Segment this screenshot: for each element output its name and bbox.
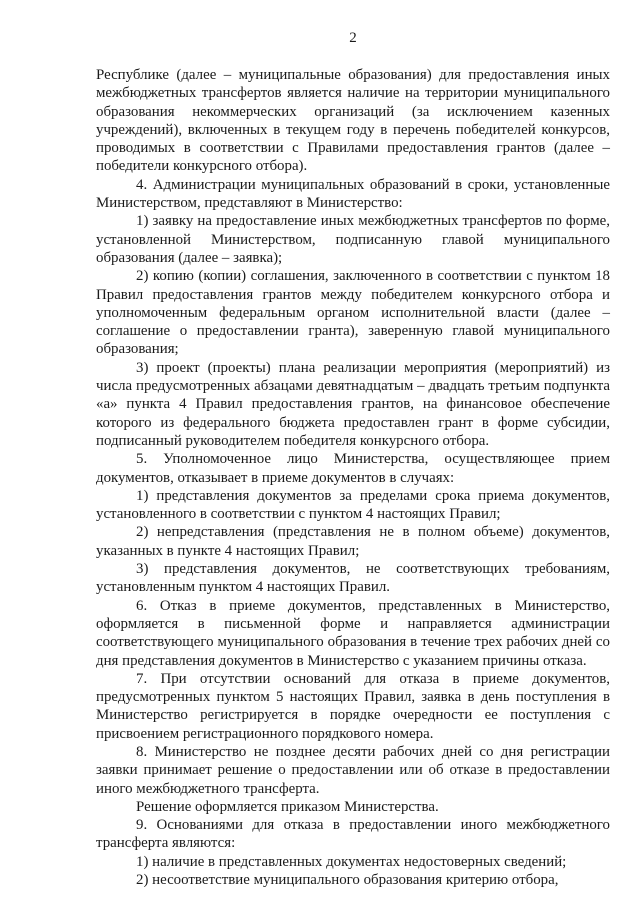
paragraph-item-9-1: 1) наличие в представленных документах недостоверных сведений;: [136, 853, 567, 870]
paragraph-item-5: 5. Уполномоченное лицо Министерства, осуществляющее прием документов, отказывает в приеме документов в случаях:: [96, 451, 610, 486]
paragraph-item-4-2: 2) копию (копии) соглашения, заключенного в соответствии с пунктом 18 Правил предоставления грантов между победителем конкурсного отбора и уполномоченным федеральным органом исполнительной власти (далее – соглашение о предоставлении гранта), заверенную главой муниципального образования;: [96, 268, 610, 358]
paragraph-item-6: 6. Отказ в приеме документов, представленных в Министерство, оформляется в письменной форме и направляется администрации соответствующего муниципального образования в течение трех рабочих дней со дня представления документов в Министерство с указанием причины отказа.: [96, 597, 610, 669]
paragraph-item-5-3: 3) представления документов, не соответствующих требованиям, установленным пунктом 4 настоящих Правил.: [96, 561, 610, 596]
paragraph-decision: Решение оформляется приказом Министерства.: [136, 798, 439, 815]
paragraph-item-9-2: 2) несоответствие муниципального образования критерию отбора,: [136, 872, 559, 889]
paragraph-item-4-3: 3) проект (проекты) плана реализации мероприятия (мероприятий) из числа предусмотренных абзацами девятнадцатым – двадцать третьим подпункта «а» пункта 4 Правил предоставления грантов, на финансовое обеспечение которого из федерального бюджета предоставлен грант в форме субсидии, подписанный руководителем победителя конкурсного отбора.: [96, 359, 610, 449]
paragraph-item-7: 7. При отсутствии оснований для отказа в приеме документов, предусмотренных пунктом 5 настоящих Правил, заявка в день поступления в Министерство регистрируется в порядке очередности ее поступления с присвоением регистрационного порядкового номера.: [96, 670, 610, 742]
paragraph-item-9: 9. Основаниями для отказа в предоставлении иного межбюджетного трансферта являются:: [96, 817, 610, 852]
document-body: [96, 66, 610, 889]
paragraph-item-4: 4. Администрации муниципальных образований в сроки, установленные Министерством, представляют в Министерство:: [96, 176, 610, 212]
paragraph-item-4-1: 1) заявку на предоставление иных межбюджетных трансфертов по форме, установленной Министерством, подписанную главой муниципального образования (далее – заявка);: [96, 213, 610, 266]
page-number: 2: [349, 30, 357, 46]
paragraph-item-5-1: 1) представления документов за пределами срока приема документов, установленного в соответствии с пунктом 4 настоящих Правил;: [96, 487, 610, 523]
paragraph-continuation: Республике (далее – муниципальные образования) для предоставления иных межбюджетных трансфертов является наличие на территории муниципального образования некоммерческих организаций (за исключением казенных учреждений), включенных в текущем году в перечень победителей конкурсов, проводимых в соответствии с Правилами предоставления грантов (далее – победители конкурсного отбора).: [96, 67, 610, 175]
paragraph-item-8: 8. Министерство не позднее десяти рабочих дней со дня регистрации заявки принимает решение о предоставлении или об отказе в предоставлении иного межбюджетного трансферта.: [96, 743, 610, 797]
paragraph-item-5-2: 2) непредставления (представления не в полном объеме) документов, указанных в пункте 4 настоящих Правил;: [96, 524, 610, 559]
